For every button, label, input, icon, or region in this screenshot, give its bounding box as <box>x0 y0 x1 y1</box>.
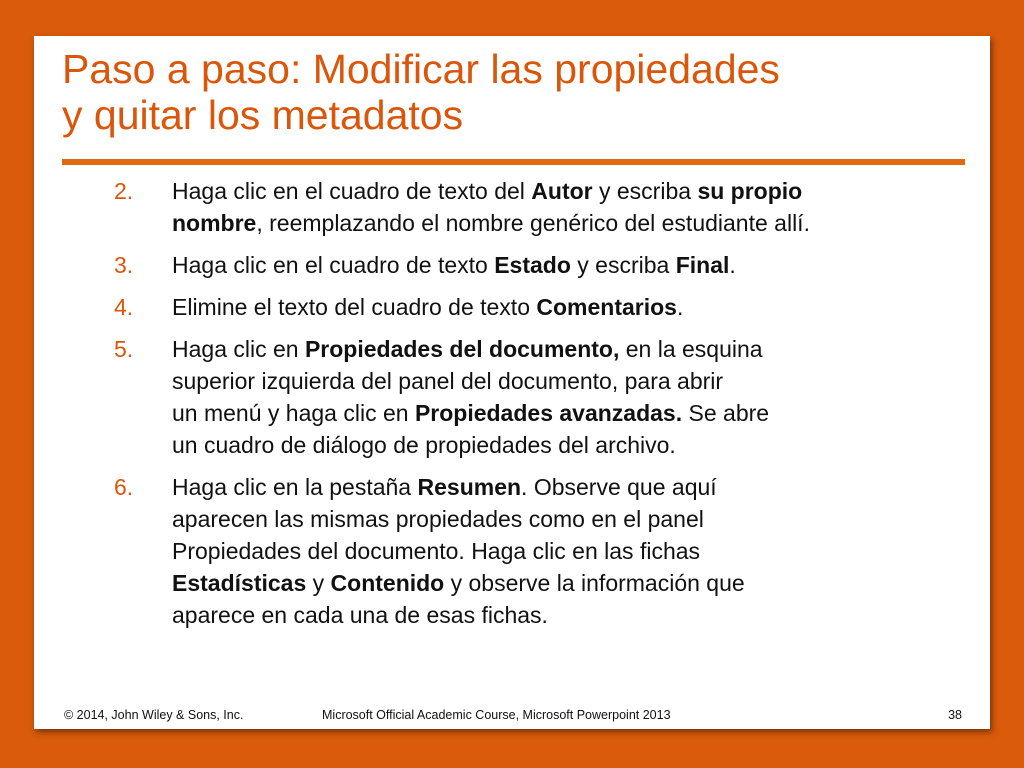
step-text-bold: Contenido <box>330 570 445 596</box>
step-item <box>114 471 964 631</box>
slide-title <box>62 46 962 138</box>
step-text-bold: Propiedades avanzadas. <box>414 400 683 426</box>
step-text-line <box>172 599 964 631</box>
step-text-segment: y escriba <box>592 178 698 204</box>
step-text-segment: Propiedades del documento. Haga clic en las fichas <box>172 538 701 564</box>
step-text <box>172 175 964 239</box>
step-text-line <box>172 175 964 207</box>
step-text-line <box>172 535 964 567</box>
step-text-segment: en la esquina <box>619 336 763 362</box>
footer-copyright: © 2014, John Wiley & Sons, Inc. <box>64 708 244 722</box>
step-text-segment: Elimine el texto del cuadro de texto <box>172 294 537 320</box>
step-text-segment: . <box>676 294 684 320</box>
steps-list <box>114 175 964 641</box>
step-text-segment: superior izquierda del panel del documento, para abrir <box>172 368 724 394</box>
step-number: 3. <box>114 252 134 278</box>
step-text-segment: y escriba <box>570 252 676 278</box>
step-text-bold: Propiedades del documento, <box>304 336 620 362</box>
step-text-bold: nombre <box>172 210 257 236</box>
step-text-segment: un menú y haga clic en <box>172 400 415 426</box>
step-text-segment: Se abre <box>682 400 770 426</box>
step-text-segment: y <box>306 570 331 596</box>
title-line-2: y quitar los metadatos <box>62 92 464 138</box>
step-number: 5. <box>114 336 134 362</box>
step-text-bold: Comentarios <box>536 294 677 320</box>
step-text-bold: su propio <box>697 178 803 204</box>
step-text-segment: Haga clic en el cuadro de texto <box>172 252 495 278</box>
step-number: 6. <box>114 474 134 500</box>
title-line-1: Paso a paso: Modificar las propiedades <box>62 46 780 92</box>
step-item <box>114 249 964 281</box>
step-text-line <box>172 365 964 397</box>
footer <box>34 708 990 726</box>
step-text-line <box>172 503 964 535</box>
step-text-line <box>172 397 964 429</box>
slide <box>34 36 990 729</box>
step-text-segment: Haga clic en la pestaña <box>172 474 418 500</box>
step-item <box>114 175 964 239</box>
step-text-line <box>172 429 964 461</box>
step-text-line <box>172 291 964 323</box>
step-text-segment: , reemplazando el nombre genérico del estudiante allí. <box>256 210 810 236</box>
step-text-bold: Estado <box>494 252 571 278</box>
step-text-segment: y observe la información que <box>444 570 745 596</box>
page-number: 38 <box>948 708 962 722</box>
step-text-segment: . <box>729 252 736 278</box>
step-text-segment: aparece en cada una de esas fichas. <box>172 602 548 628</box>
step-text-bold: Estadísticas <box>172 570 307 596</box>
step-text-bold: Final <box>675 252 730 278</box>
step-text-line <box>172 207 964 239</box>
step-number: 4. <box>114 294 134 320</box>
step-text <box>172 249 964 281</box>
step-text-bold: Autor <box>531 178 593 204</box>
step-text-line <box>172 567 964 599</box>
step-text-segment: un cuadro de diálogo de propiedades del archivo. <box>172 432 676 458</box>
step-text-line <box>172 333 964 365</box>
step-text-segment: . Observe que aquí <box>521 474 717 500</box>
step-text-segment: aparecen las mismas propiedades como en el panel <box>172 506 704 532</box>
step-text-line <box>172 471 964 503</box>
title-divider <box>62 159 965 165</box>
step-text <box>172 291 964 323</box>
step-text-segment: Haga clic en <box>172 336 305 362</box>
step-item <box>114 291 964 323</box>
step-item <box>114 333 964 461</box>
step-text-segment: Haga clic en el cuadro de texto del <box>172 178 532 204</box>
step-text <box>172 471 964 631</box>
footer-course: Microsoft Official Academic Course, Microsoft Powerpoint 2013 <box>322 708 671 722</box>
step-text-line <box>172 249 964 281</box>
step-text-bold: Resumen <box>417 474 522 500</box>
step-text <box>172 333 964 461</box>
step-number: 2. <box>114 178 134 204</box>
